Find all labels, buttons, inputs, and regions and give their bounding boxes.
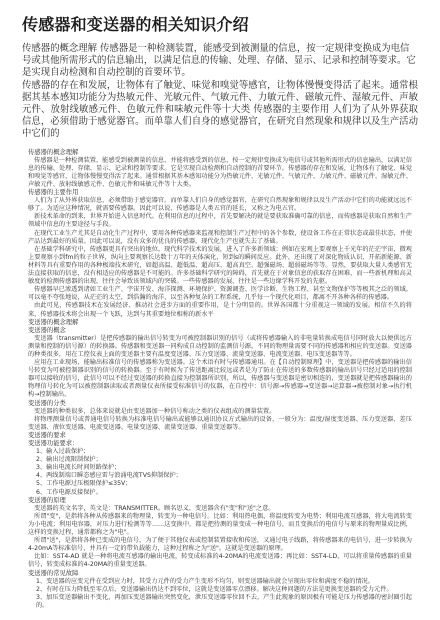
body-paragraph: 变送器（transmitter）是把传感器的输出信号转变为可被控制器识别的信号（或将传感器输入的非电量转换成电信号同时放大以便供远方测量和控制的信号源）的转换器。传感器和变送器一同构成自动控制的监测信号源。不同的物理量需要不同的传感器和相应的变送器。变送器的种类很多，用在工控仪表上面的变送器主要有温度变送器、压力变送器、流量变送器、电流变送器、电压变送器等等。 [28,334,412,358]
section-heading: 变送器的概念 [28,326,66,334]
body-paragraph: 人们为了从外界获取信息，必须借助于感觉器官。而单靠人们自身的感觉器官，在研究自然现象和规律以及生产活动中它们的功能就远远不够了。为适应这种情况，就需要传感器。因此可以说，传感器是人类五官的延长，又称之为电五官。 [28,197,412,213]
body-paragraph: 传感器是一种检测装置，能感受到被测量的信息，并能将感受到的信息，按一定规律变换成为电信号或其他所需形式的信息输出，以满足信息的传输、处理、存储、显示、记录和控制等要求。它是实现自动检测和自动控制的首要环节。传感器的存在和发展，让物体有了触觉、味觉和嗅觉等感官，让物体慢慢变得活了起来。通常根据其基本感知功能分为热敏元件、光敏元件、气敏元件、力敏元件、磁敏元件、湿敏元件、声敏元件、放射线敏感元件、色敏元件和味敏元件等十大类。 [28,156,412,188]
list-item: 1、输入过载保护； [36,448,90,456]
body-paragraph: 在基础学科研究中，传感器更具有突出的地位。现代科学技术的发展，进入了许多新领域：例如在宏观上要观察上千光年的茫茫宇宙，微观上要观察小到fm的粒子世界，纵向上要观察长达数十万年的天体演化，短到s的瞬间反应。此外，还出现了对深化物质认识、开拓新能源、新材料等具有重要作用的各种极端技术研究，如超高温、超低温、超高压、超高真空、超强磁场、超弱磁场等等。显然，要获取大量人类感官无法直接获取的信息，没有相适应的传感器是不可能的。许多基础科学研究的障碍，首先就在于对象信息的获取存在困难，而一些新机理和高灵敏度的检测传感器的出现，往往会导致该领域内的突破。一些传感器的发展，往往是一些边缘学科开发的先驱。 [28,245,412,286]
list-item: 5、工作电源过压极限保护≤35V； [36,480,132,488]
document-title: 传感器和变送器的相关知识介绍 [22,15,249,34]
body-paragraph: 所谓"变"，是指将各种从传感器来的物理量，转变为一种电信号。比如：利用热电偶，将温度转变为电势；利用电流互感器，将大电流转变为小电流；利用电容器，对压力进行检测等等……这变换中，都是把待测的量变成一种电信号，而且变换后的电信号与原来的物理量成比例，这样的变换过程，通常都称之为"电"。 [28,512,412,537]
body-paragraph: 比如：SST4-AD 就是一种将电流互感器的输出电流，转变成标准的4-20MA的电流变送器；再比如：SST4-LD，可以将重量传感器的重量信号，转变成标准的4-20MA的重量变送器。 [28,553,412,569]
section-heading: 变送器的要求 [28,431,66,439]
section-heading: 传感器的概念理解 [28,148,79,156]
body-paragraph: 新技术革命的到来，世界开始进入信息时代。在利用信息的过程中，首先要解决的就是要获取准确可靠的信息，而传感器是获取自然和生产领域中信息的主要途径与手段。 [28,213,412,229]
body-paragraph: 所谓"送"，是指将各种已变成的电信号，为了便于其他仪表或控制装置接收和传送，又通过电子线路，将传感器来的电信号，进一步转换为4-20mA等标准信号，并具有一定的带负载能力，这种过程称之为"送"。这就是变送器的原理。 [28,537,412,553]
body-paragraph: 由此可见，传感器技术在发展经济、推动社会进步方面的重要作用，是十分明显的。世界各国都十分重视这一领域的发展。相信不久的将来，传感器技术将会出现一个飞跃，达到与其重要地位相称的新水平 [28,302,412,318]
section-heading: 变送器的常见故障 [28,569,79,577]
document-body [22,149,418,610]
list-item: 2、输出过流限制保护； [36,456,102,464]
list-item: 3、加压变送器输出不变化，再加压变送器输出突然变化，泄压变送器零位回不去，产生此现象的原因极有可能是压力传感器的密封圈引起的。 [36,593,412,609]
body-paragraph: 传感器早已渗透到诸如工业生产、宇宙开发、海洋探测、环境保护、资源调查、医学诊断、生物工程、甚至文物保护等等极其之泛的领域。可以毫不夸张地说，从茫茫的太空，到浩瀚的海洋，以至各种复杂的工程系统，几乎每一个现代化项目，都离不开各种各样的传感器。 [28,286,412,302]
list-item: 1、变送器的应变元件在受到应力时，其受力元件的受力产生变形不均匀，则变送器输出就会呈现出零位和满度不稳的情况。 [36,577,375,585]
body-paragraph: 变送器的英文名字，英文是：TRANSMITTER。顾名思义，变送器含有"变"和"送"之意。 [34,504,275,512]
list-item: 4、两线制端口瞬态感应雷与浪涌电流TVS抑制保护； [36,472,182,480]
body-paragraph: 在现代工业生产尤其是自动化生产过程中，要用各种传感器来监视和控制生产过程中的各个参数，使设备工作在正常状态或最佳状态，并使产品达到最好的质量。因此可以说，没有众多的优良的传感器，现代化生产也就失去了基础。 [28,229,412,245]
list-item: 3、输出电流长时间短路保护； [36,464,121,472]
intro-paragraph-1: 传感器的概念理解 传感器是一种检测装置，能感受到被测量的信息，按一定规律变换成为电信号或其他所需形式的信息输出，以满足信息的传输、处理、存储、显示、记录和控制等要求。它是实现自动检测和自动控制的首要环节。 [22,43,416,79]
section-heading: 传感器的主要作用 [28,189,79,197]
body-paragraph: 变送器的种类很多，总体来说就是由变送器加一种信号称动之类的仪表组成的测量装置。 [34,407,276,415]
section-heading: 变送器功能要求： [28,440,79,447]
section-heading: 变送器的分类 [28,399,66,407]
list-item: 2、有时在压力降低至零点后，变送器输出仍达不到零位，这就是变送器零点漂移。解决这种问题的方法是更换变送器的受力元件。 [36,585,393,593]
body-paragraph: 将物理测量信号或普通电信号转换为标准电信号输出或能够以通讯协议方式输出的设备，一般分为：温度/湿度变送器、压力变送器、差压变送器、液位变送器、电流变送器、电量变送器、流量变送器、重量变送器等。 [28,415,412,431]
section-heading: 变送器的概念理解 [28,318,79,326]
list-item: 6、工作电源反接保护。 [36,488,102,496]
section-heading: 变送器的原理 [28,496,66,504]
body-paragraph: 应用在工业现场，能输出标准信号的传感器称为变送器。这个术语有时与传感器通用。在【自动控制原理】中，变送器是把传感器的输出信号转变为可被控制器识别的信号的转换器。至于有时候为了传送距离比较远或者是为了防止在传送的多数传感器的输出信号只经过适用的控制器可以接收的信号，此信号可以不经过变送器的转换直接为控制器所识别，所以，传感器与变送器是密切相连的，变送器就是把传感器输出的物理信号转化为可以被控制器读取或者测量仪表所接受标准信号的仪器，在自控中：信号源→传感器→变送器→运算器→被控制对象→执行机构→控制输出。 [28,359,412,399]
intro-paragraph-2: 传感器的存在和发展，让物体有了触觉、味觉和嗅觉等感官，让物体慢慢变得活了起来。通常根据其基本感知功能分为热敏元件、光敏元件、气敏元件、力敏元件、磁敏元件、湿敏元件、声敏元件、放射线敏感元件、色敏元件和味敏元件等十大类 传感器的主要作用 人们为了从外界获取信息，必须借助于感觉器官。而单靠人们自身的感觉器官，在研究自然现象和规律以及生产活动中它们的 [22,79,418,140]
